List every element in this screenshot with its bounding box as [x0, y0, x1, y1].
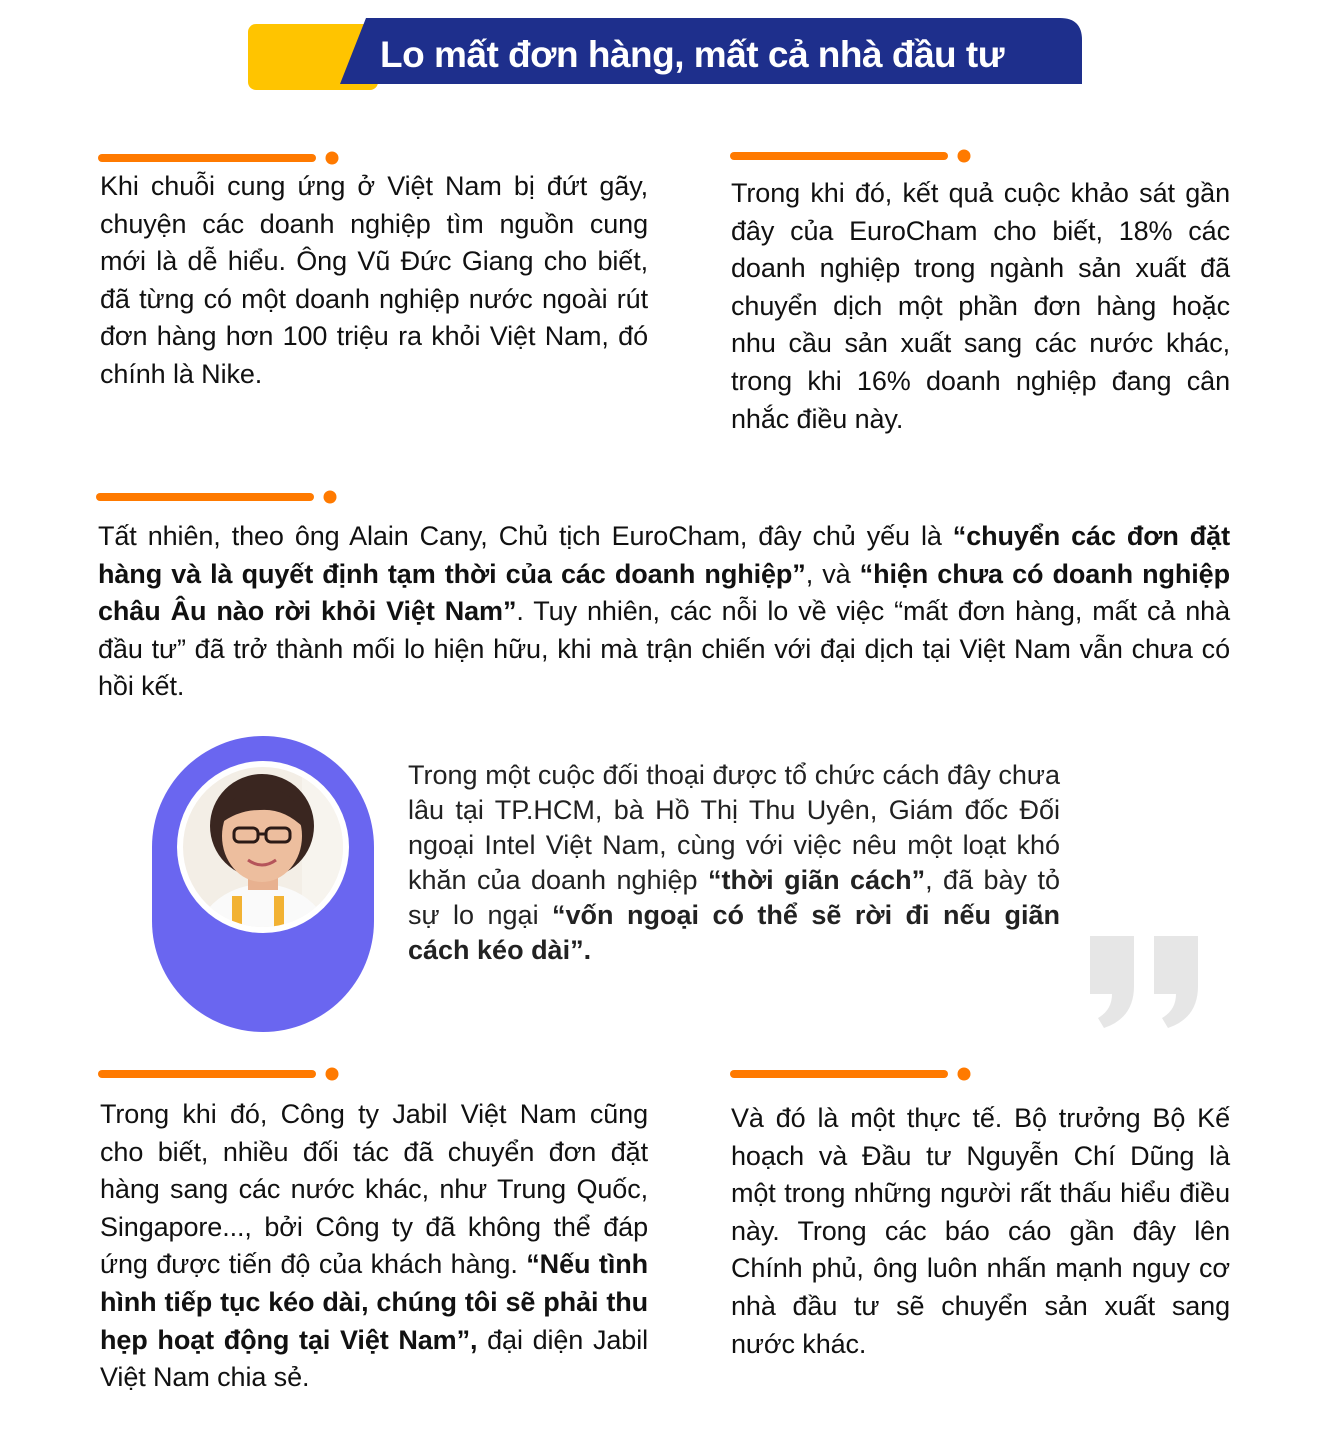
p3-text-1: Tất nhiên, theo ông Alain Cany, Chủ tịch EuroCham, đây chủ yếu là	[98, 521, 953, 551]
paragraph-jabil	[100, 1096, 648, 1397]
closing-quote-icon	[1088, 936, 1204, 1028]
p4-bold-1: “Nếu tình hình tiếp tục kéo dài, chúng tôi sẽ phải thu hẹp hoạt động tại Việt Nam”,	[100, 1249, 649, 1355]
quote-text-2: , đã bày tỏ sự lo ngại	[408, 865, 1061, 930]
paragraph-nike: Khi chuỗi cung ứng ở Việt Nam bị đứt gãy, chuyện các doanh nghiệp tìm nguồn cung mới là dễ hiểu. Ông Vũ Đức Giang cho biết, đã từng có một doanh nghiệp nước ngoài rút đơn hàng hơn 100 triệu ra khỏi Việt Nam, đó chính là Nike.	[100, 171, 648, 389]
quote-bold-1: “thời giãn cách”	[708, 865, 926, 895]
quote-intel	[408, 758, 1060, 968]
p3-bold-2: “hiện chưa có doanh nghiệp châu Âu nào rời khỏi Việt Nam”	[98, 558, 1230, 627]
divider-line-4	[98, 1066, 342, 1082]
section-title: Lo mất đơn hàng, mất cả nhà đầu tư	[380, 34, 1005, 75]
p3-bold-1: “chuyển các đơn đặt hàng và là quyết định tạm thời của các doanh nghiệp”	[98, 521, 1230, 589]
divider-line-3	[96, 489, 340, 505]
portrait-photo	[152, 736, 374, 1037]
section-banner	[248, 18, 1082, 90]
p3-text-2: , và	[805, 558, 860, 589]
paragraph-minister: Và đó là một thực tế. Bộ trưởng Bộ Kế hoạch và Đầu tư Nguyễn Chí Dũng là một trong những người rất thấu hiểu điều này. Trong các báo cáo gần đây lên Chính phủ, ông luôn nhấn mạnh nguy cơ nhà đầu tư sẽ chuyển sản xuất sang nước khác.	[731, 1103, 1230, 1359]
p3-text-3: . Tuy nhiên, các nỗi lo về việc “mất đơn hàng, mất cả nhà đầu tư” đã trở thành mối lo hiện hữu, khi mà trận chiến với đại dịch tại Việt Nam vẫn chưa có hồi kết.	[98, 596, 1231, 702]
quote-text-1: Trong một cuộc đối thoại được tổ chức cách đây chưa lâu tại TP.HCM, bà Hồ Thị Thu Uyên, Giám đốc Đối ngoại Intel Việt Nam, cùng với việc nêu một loạt khó khăn của doanh nghiệp	[408, 760, 1060, 895]
p4-text-2: đại diện Jabil Việt Nam chia sẻ.	[100, 1324, 648, 1393]
quote-bold-2: “vốn ngoại có thể sẽ rời đi nếu giãn cách kéo dài”.	[408, 900, 1060, 965]
p4-text-1: Trong khi đó, Công ty Jabil Việt Nam cũng cho biết, nhiều đối tác đã chuyển đơn đặt hàng sang các nước khác, như Trung Quốc, Singapore..., bởi Công ty đã không thể đáp ứng được tiến độ của khách hàng.	[100, 1099, 648, 1280]
divider-line-2	[730, 148, 974, 164]
paragraph-alain-cany	[98, 518, 1230, 706]
divider-line-5	[730, 1066, 974, 1082]
divider-line-1	[98, 150, 342, 166]
paragraph-eurocham-survey: Trong khi đó, kết quả cuộc khảo sát gần đây của EuroCham cho biết, 18% các doanh nghiệp trong ngành sản xuất đã chuyển dịch một phần đơn hàng hoặc nhu cầu sản xuất sang các nước khác, trong khi 16% doanh nghiệp đang cân nhắc điều này.	[731, 178, 1230, 434]
